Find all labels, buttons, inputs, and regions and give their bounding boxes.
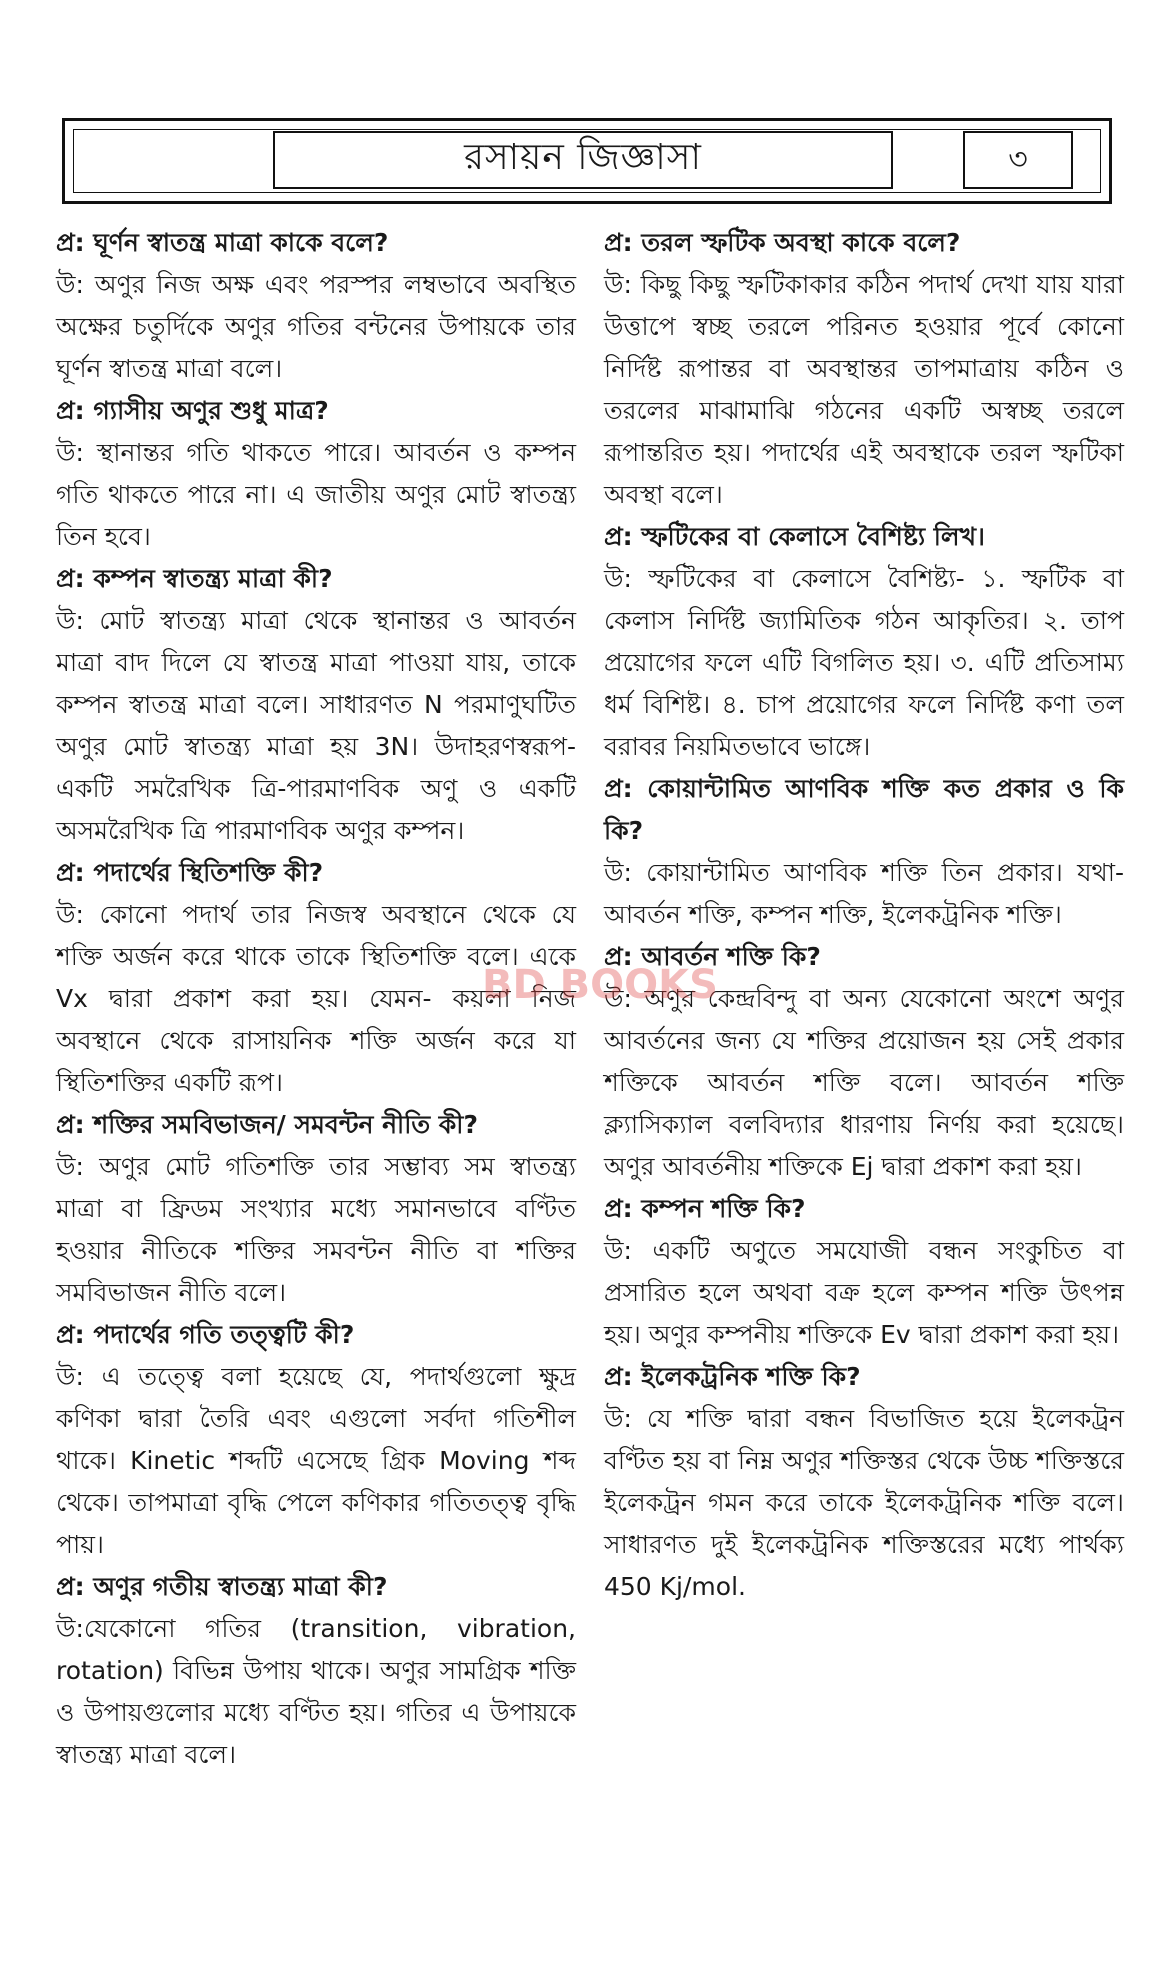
qa-block	[604, 222, 1124, 516]
answer: উ: কিছু কিছু স্ফটিকাকার কঠিন পদার্থ দেখা যায় যারা উত্তাপে স্বচ্ছ তরলে পরিনত হওয়ার পূর্বে কোনো নির্দিষ্ট রূপান্তর বা অবস্থান্তর তাপমাত্রায় কঠিন ও তরলের মাঝামাঝি গঠনের একটি অস্বচ্ছ তরলে রূপান্তরিত হয়। পদার্থের এই অবস্থাকে তরল স্ফটিকা অবস্থা বলে।	[604, 270, 1124, 509]
answer: উ: অণুর মোট গতিশক্তি তার সম্ভাব্য সম স্বাতন্ত্র্য মাত্রা বা ফ্রিডম সংখ্যার মধ্যে সমানভাবে বণ্টিত হওয়ার নীতিকে শক্তির সমবন্টন নীতি বা শক্তির সমবিভাজন নীতি বলে।	[56, 1152, 576, 1307]
qa-block	[56, 1104, 576, 1314]
qa-block	[56, 1314, 576, 1566]
question: প্র: আবর্তন শক্তি কি?	[604, 942, 821, 971]
answer: উ: অণুর কেন্দ্রবিন্দু বা অন্য যেকোনো অংশে অণুর আবর্তনের জন্য যে শক্তির প্রয়োজন হয় সেই প্রকার শক্তিকে আবর্তন শক্তি বলে। আবর্তন শক্তি ক্ল্যাসিক্যাল বলবিদ্যার ধারণায় নির্ণয় করা হয়েছে। অণুর আবর্তনীয় শক্তিকে Ej দ্বারা প্রকাশ করা হয়।	[604, 984, 1124, 1181]
qa-block	[604, 1188, 1124, 1356]
qa-block	[56, 1566, 576, 1776]
question: প্র: অণুর গতীয় স্বাতন্ত্র্য মাত্রা কী?	[56, 1572, 388, 1601]
answer: উ: স্থানান্তর গতি থাকতে পারে। আবর্তন ও কম্পন গতি থাকতে পারে না। এ জাতীয় অণুর মোট স্বাতন্ত্র্য তিন হবে।	[56, 438, 576, 551]
page-number: ৩	[963, 131, 1073, 189]
question: প্র: তরল স্ফটিক অবস্থা কাকে বলে?	[604, 228, 961, 257]
question: প্র: গ্যাসীয় অণুর শুধু মাত্র?	[56, 396, 329, 425]
qa-block	[56, 558, 576, 852]
answer: উ: কোনো পদার্থ তার নিজস্ব অবস্থানে থেকে যে শক্তি অর্জন করে থাকে তাকে স্থিতিশক্তি বলে। একে Vx দ্বারা প্রকাশ করা হয়। যেমন- কয়লা নিজ অবস্থানে থেকে রাসায়নিক শক্তি অর্জন করে যা স্থিতিশক্তির একটি রূপ।	[56, 900, 576, 1097]
question: প্র: কম্পন স্বাতন্ত্র্য মাত্রা কী?	[56, 564, 333, 593]
answer: উ: অণুর নিজ অক্ষ এবং পরস্পর লম্বভাবে অবস্থিত অক্ষের চতুর্দিকে অণুর গতির বন্টনের উপায়কে তার ঘূর্ণন স্বাতন্ত্র মাত্রা বলে।	[56, 270, 576, 383]
page-title: রসায়ন জিজ্ঞাসা	[273, 131, 893, 189]
watermark: BD BOOKS	[482, 962, 718, 1008]
qa-block	[56, 852, 576, 1104]
question: প্র: ইলেকট্রনিক শক্তি কি?	[604, 1362, 861, 1391]
qa-block	[56, 222, 576, 390]
qa-block	[56, 390, 576, 558]
answer: উ: কোয়ান্টামিত আণবিক শক্তি তিন প্রকার। যথা- আবর্তন শক্তি, কম্পন শক্তি, ইলেকট্রনিক শক্তি।	[604, 858, 1124, 929]
question: প্র: পদার্থের গতি তত্ত্বটি কী?	[56, 1320, 355, 1349]
answer: উ:যেকোনো গতির (transition, vibration, rotation) বিভিন্ন উপায় থাকে। অণুর সামগ্রিক শক্তি ও উপায়গুলোর মধ্যে বণ্টিত হয়। গতির এ উপায়কে স্বাতন্ত্র্য মাত্রা বলে।	[56, 1614, 576, 1769]
qa-block	[604, 768, 1124, 936]
page-header	[62, 118, 1112, 204]
question: প্র: ঘূর্ণন স্বাতন্ত্র মাত্রা কাকে বলে?	[56, 228, 389, 257]
question: প্র: স্ফটিকের বা কেলাসে বৈশিষ্ট্য লিখ।	[604, 522, 985, 551]
qa-block	[604, 1356, 1124, 1608]
answer: উ: স্ফটিকের বা কেলাসে বৈশিষ্ট্য- ১. স্ফটিক বা কেলাস নির্দিষ্ট জ্যামিতিক গঠন আকৃতির। ২. তাপ প্রয়োগের ফলে এটি বিগলিত হয়। ৩. এটি প্রতিসাম্য ধর্ম বিশিষ্ট। ৪. চাপ প্রয়োগের ফলে নির্দিষ্ট কণা তল বরাবর নিয়মিতভাবে ভাঙ্গে।	[604, 564, 1124, 761]
right-column	[604, 222, 1124, 1608]
answer: উ: এ তত্ত্বে বলা হয়েছে যে, পদার্থগুলো ক্ষুদ্র কণিকা দ্বারা তৈরি এবং এগুলো সর্বদা গতিশীল থাকে। Kinetic শব্দটি এসেছে গ্রিক Moving শব্দ থেকে। তাপমাত্রা বৃদ্ধি পেলে কণিকার গতিতত্ত্ব বৃদ্ধি পায়।	[56, 1362, 576, 1559]
question: প্র: শক্তির সমবিভাজন/ সমবন্টন নীতি কী?	[56, 1110, 478, 1139]
qa-block	[604, 936, 1124, 1188]
qa-block	[604, 516, 1124, 768]
answer: উ: মোট স্বাতন্ত্র্য মাত্রা থেকে স্থানান্তর ও আবর্তন মাত্রা বাদ দিলে যে স্বাতন্ত্র মাত্রা পাওয়া যায়, তাকে কম্পন স্বাতন্ত্র মাত্রা বলে। সাধারণত N পরমাণুঘটিত অণুর মোট স্বাতন্ত্র্য মাত্রা হয় 3N। উদাহরণস্বরূপ- একটি সমরৈখিক ত্রি-পারমাণবিক অণু ও একটি অসমরৈখিক ত্রি পারমাণবিক অণুর কম্পন।	[56, 606, 576, 845]
question: প্র: পদার্থের স্থিতিশক্তি কী?	[56, 858, 324, 887]
question: প্র: কোয়ান্টামিত আণবিক শক্তি কত প্রকার ও কি কি?	[604, 774, 1124, 845]
question: প্র: কম্পন শক্তি কি?	[604, 1194, 806, 1223]
left-column	[56, 222, 576, 1776]
answer: উ: যে শক্তি দ্বারা বন্ধন বিভাজিত হয়ে ইলেকট্রন বণ্টিত হয় বা নিম্ন অণুর শক্তিস্তর থেকে উচ্চ শক্তিস্তরে ইলেকট্রন গমন করে তাকে ইলেকট্রনিক শক্তি বলে। সাধারণত দুই ইলেকট্রনিক শক্তিস্তরের মধ্যে পার্থক্য 450 Kj/mol.	[604, 1404, 1124, 1601]
answer: উ: একটি অণুতে সমযোজী বন্ধন সংকুচিত বা প্রসারিত হলে অথবা বক্র হলে কম্পন শক্তি উৎপন্ন হয়। অণুর কম্পনীয় শক্তিকে Ev দ্বারা প্রকাশ করা হয়।	[604, 1236, 1124, 1349]
